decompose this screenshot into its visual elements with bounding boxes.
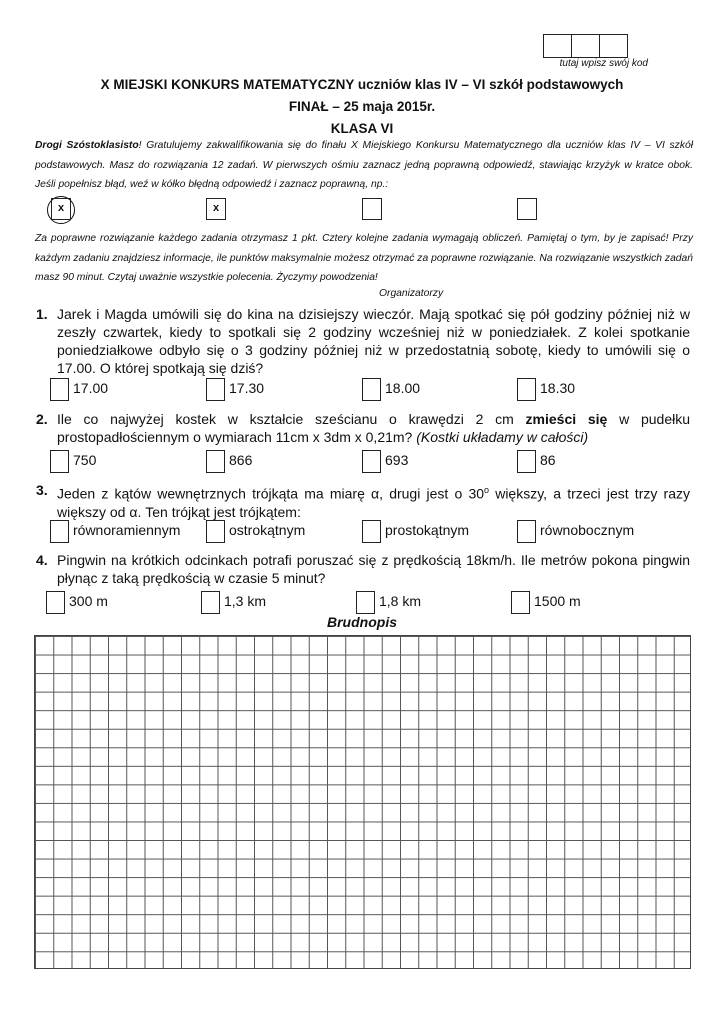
answer-checkbox[interactable] [517, 378, 536, 401]
answer-checkbox[interactable] [517, 450, 536, 473]
question-number: 2. [36, 411, 48, 427]
option-label: 86 [540, 452, 556, 468]
instructions-intro [35, 136, 693, 195]
option-label: 750 [73, 452, 97, 468]
code-box-1[interactable] [543, 34, 572, 58]
answer-checkbox[interactable] [362, 378, 381, 401]
instructions-text: ! Gratulujemy zakwalifikowania się do finału X Miejskiego Konkursu Matematycznego dla uczniów klas IV – VI szkół podstawowych. Masz do rozwiązania 12 zadań. W pierwszych ośmiu zaznacz jedną poprawną odpowiedź, stawiając krzyżyk w kratce obok. Jeśli popełnisz błąd, weź w kółko błędną odpowiedź i zaznacz poprawną, np.: [35, 140, 693, 190]
answer-checkbox[interactable] [362, 520, 381, 543]
answer-checkbox[interactable] [517, 520, 536, 543]
question-number: 4. [36, 552, 48, 568]
scratch-grid[interactable] [34, 635, 691, 969]
answer-checkbox[interactable] [362, 450, 381, 473]
final-date: FINAŁ – 25 maja 2015r. [288, 99, 436, 114]
example-box-empty [517, 198, 537, 220]
code-box-3[interactable] [599, 34, 628, 58]
contest-title: X MIEJSKI KONKURS MATEMATYCZNY uczniów klas IV – VI szkół podstawowych [100, 77, 624, 92]
answer-checkbox[interactable] [356, 591, 375, 614]
answer-checkbox[interactable] [201, 591, 220, 614]
question-text: Jarek i Magda umówili się do kina na dzisiejszy wieczór. Mają spotkać się pół godziny później niż w zeszły czwartek, kiedy to spotkali się 2 godziny wcześniej niż w poniedziałek. Z kolei spotkanie poniedziałkowe odbyło się o 3 godziny później niż w przedostatnią sobotę, kiedy to umówili się o 17.00. O której spotkają się dziś? [57, 306, 690, 376]
scratch-title: Brudnopis [327, 614, 397, 630]
question-3 [36, 481, 690, 521]
question-text: Jeden z kątów wewnętrznych trójkąta ma miarę α, drugi jest o 30 [57, 485, 485, 502]
signature: Organizatorzy [379, 288, 444, 299]
answer-checkbox[interactable] [46, 591, 65, 614]
question-4 [36, 551, 690, 587]
example-box-correct [206, 198, 226, 220]
answer-checkbox[interactable] [206, 378, 225, 401]
option-label: 300 m [69, 593, 108, 609]
code-box-2[interactable] [571, 34, 600, 58]
rules-text: Za poprawne rozwiązanie każdego zadania otrzymasz 1 pkt. Cztery kolejne zadania wymagają obliczeń. Pamiętaj o tym, by je zapisać! Przy każdym zadaniu znajdziesz informacje, ile punktów maksymalnie możesz otrzymać za poprawne rozwiązanie. Na rozwiązanie wszystkich zadań masz 90 minut. Czytaj uważnie wszystkie polecenia. Życzymy powodzenia! [35, 233, 693, 283]
answer-checkbox[interactable] [50, 378, 69, 401]
answer-checkbox[interactable] [50, 450, 69, 473]
question-text-cont: większy, a trzeci jest trzy razy większy od α. Ten trójkąt jest trójkątem: [57, 485, 690, 520]
degree-sign: o [484, 485, 490, 495]
option-label: równoramiennym [73, 522, 181, 538]
question-text: Pingwin na krótkich odcinkach potrafi poruszać się z prędkością 18km/h. Ile metrów pokona pingwin płynąc z taką prędkością w czasie 5 minut? [57, 552, 690, 586]
answer-checkbox[interactable] [206, 520, 225, 543]
option-label: 18.30 [540, 380, 576, 396]
option-label: 18.00 [385, 380, 421, 396]
question-number: 3. [36, 482, 48, 498]
option-label: równobocznym [540, 522, 635, 538]
question-note: (Kostki układamy w całości) [416, 429, 589, 445]
option-label: 1,3 km [224, 593, 267, 609]
class-label: KLASA VI [330, 121, 394, 136]
option-label: 693 [385, 452, 409, 468]
question-number: 1. [36, 306, 48, 322]
option-label: 17.00 [73, 380, 109, 396]
greeting: Drogi Szóstoklasisto [35, 140, 139, 151]
option-label: 866 [229, 452, 253, 468]
option-label: 1,8 km [379, 593, 422, 609]
answer-checkbox[interactable] [511, 591, 530, 614]
question-emphasis: zmieści się [525, 411, 608, 427]
option-label: 17.30 [229, 380, 265, 396]
question-1 [36, 305, 690, 377]
example-box-circled [51, 198, 71, 220]
option-label: 1500 m [534, 593, 581, 609]
example-mark-crossed: x [57, 202, 65, 214]
code-caption: tutaj wpisz swój kod [559, 58, 648, 69]
example-box-empty [362, 198, 382, 220]
option-label: prostokątnym [385, 522, 470, 538]
question-text: Ile co najwyżej kostek w kształcie sześcianu o krawędzi 2 cm [57, 411, 526, 427]
code-entry[interactable] [544, 34, 628, 58]
question-2 [36, 410, 690, 446]
option-label: ostrokątnym [229, 522, 306, 538]
example-mark-correct: x [212, 202, 220, 214]
question-text-cont: w pudełku prostopadłościennym o wymiarach 11cm x 3dm x 0,21m? [57, 411, 690, 445]
answer-checkbox[interactable] [50, 520, 69, 543]
answer-checkbox[interactable] [206, 450, 225, 473]
